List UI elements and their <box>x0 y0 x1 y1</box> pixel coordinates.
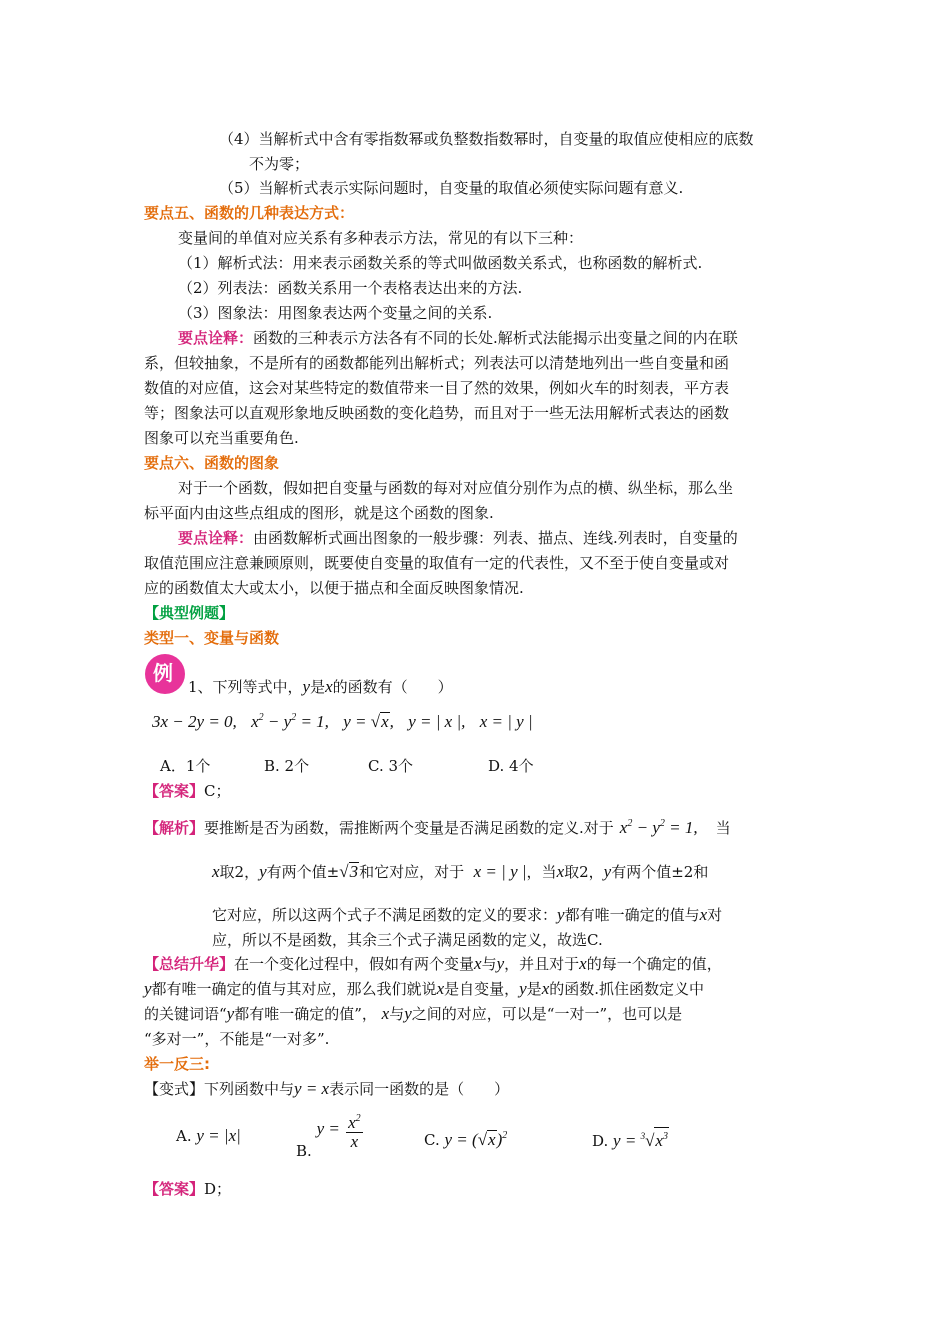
type-1-heading: 类型一、变量与函数 <box>144 629 280 647</box>
heading-section-5: 要点五、函数的几种表达方式： <box>144 204 355 222</box>
variant-option-b: B. y = $\frac{x^2}{x}$ <box>296 1110 363 1151</box>
condition-5: （5）当解析式表示实际问题时，自变量的取值必须使实际问题有意义. <box>219 179 684 197</box>
equation-5: x = | y | <box>479 712 533 731</box>
method-3: （3）图象法：用图象表达两个变量之间的关系. <box>178 304 493 322</box>
option-d: D. 4个 <box>488 757 534 775</box>
note-2-line1 <box>178 526 738 550</box>
method-1: （1）解析式法：用来表示函数关系的等式叫做函数关系式，也称函数的解析式. <box>178 254 703 272</box>
note-1-line4: 等；图象法可以直观形象地反映函数的变化趋势，而且对于一些无法用解析式表达的函数 <box>144 404 730 422</box>
typical-examples-heading: 【典型例题】 <box>144 604 235 622</box>
analysis-line4: 应，所以不是函数，其余三个式子满足函数的定义，故选C. <box>212 931 603 949</box>
option-c: C. 3个 <box>368 757 414 775</box>
note-1-line5: 图象可以充当重要角色. <box>144 429 299 447</box>
graph-def-line2: 标平面内由这些点组成的图形，就是这个函数的图象. <box>144 504 494 522</box>
note-label: 要点诠释： <box>178 529 254 547</box>
summary-line3: 的关键词语“y都有唯一确定的值”， x与y之间的对应，可以是“一对一”，也可以是 <box>144 1004 683 1023</box>
summary-line1: 【总结升华】在一个变化过程中，假如有两个变量x与y，并且对于x的每一个确定的值， <box>144 954 722 973</box>
note-2-line2: 取值范围应注意兼顾原则，既要使自变量的取值有一定的代表性，又不至于使自变量或对 <box>144 554 730 572</box>
equation-4: y = | x |, <box>408 712 466 731</box>
option-a: A．1个 <box>160 757 211 775</box>
section-5-intro: 变量间的单值对应关系有多种表示方法，常见的有以下三种： <box>178 229 584 247</box>
note-2-line3: 应的函数值太大或太小，以便于描点和全面反映图象情况. <box>144 579 524 597</box>
summary-line2: y都有唯一确定的值与其对应，那么我们就说x是自变量，y是x的函数.抓住函数定义中 <box>144 979 705 998</box>
variant-option-d: D. $y = ^3√x^3$ <box>592 1124 669 1153</box>
note-1-line1 <box>178 326 738 350</box>
example-badge-icon: 例 <box>145 654 185 694</box>
equation-3: y = √x, <box>343 712 394 731</box>
question-1: 1、下列等式中，y是x的函数有（ ） <box>188 677 453 696</box>
condition-4-line1: （4）当解析式中含有零指数幂或负整数指数幂时，自变量的取值应使相应的底数 <box>219 130 754 148</box>
note-text: 由函数解析式画出图象的一般步骤：列表、描点、连线.列表时，自变量的 <box>253 529 738 547</box>
analysis-line2: x取2，y有两个值±√3和它对应，对于 x = | y |，当x取2，y有两个值±2和 <box>212 862 709 881</box>
answer-1: 【答案】C； <box>144 782 231 800</box>
note-label: 要点诠释： <box>178 329 254 347</box>
variant-option-c: C. $y = (√x)^2$ <box>424 1130 508 1149</box>
analysis-line1: 【解析】要推断是否为函数，需推断两个变量是否满足函数的定义.对于 $x^2 - y^2 = 1$, 当 <box>144 818 731 837</box>
note-1-line2: 系，但较抽象，不是所有的函数都能列出解析式；列表法可以清楚地列出一些自变量和函 <box>144 354 730 372</box>
answer-2: 【答案】D； <box>144 1180 232 1198</box>
analysis-line3: 它对应，所以这两个式子不满足函数的定义的要求：y都有唯一确定的值与x对 <box>212 905 723 924</box>
equation-2: $x^2 - y^2 = 1$, <box>251 712 329 731</box>
heading-section-6: 要点六、函数的图象 <box>144 454 280 472</box>
method-2: （2）列表法：函数关系用一个表格表达出来的方法. <box>178 279 523 297</box>
practice-heading: 举一反三: <box>144 1055 210 1073</box>
equations-row <box>152 706 533 734</box>
condition-4-line2: 不为零； <box>249 155 310 173</box>
note-text: 函数的三种表示方法各有不同的长处.解析式法能揭示出变量之间的内在联 <box>253 329 738 347</box>
variant-question: 【变式】下列函数中与y = x表示同一函数的是（ ） <box>144 1079 510 1098</box>
note-1-line3: 数值的对应值，这会对某些特定的数值带来一目了然的效果，例如火车的时刻表，平方表 <box>144 379 730 397</box>
variant-option-a: A. y = |x| <box>176 1126 241 1145</box>
option-b: B. 2个 <box>264 757 310 775</box>
equation-1: 3x − 2y = 0, <box>152 712 237 731</box>
summary-line4: “多对一”，不能是“一对多”. <box>144 1030 330 1048</box>
graph-def-line1: 对于一个函数，假如把自变量与函数的每对对应值分别作为点的横、纵坐标，那么坐 <box>178 479 734 497</box>
